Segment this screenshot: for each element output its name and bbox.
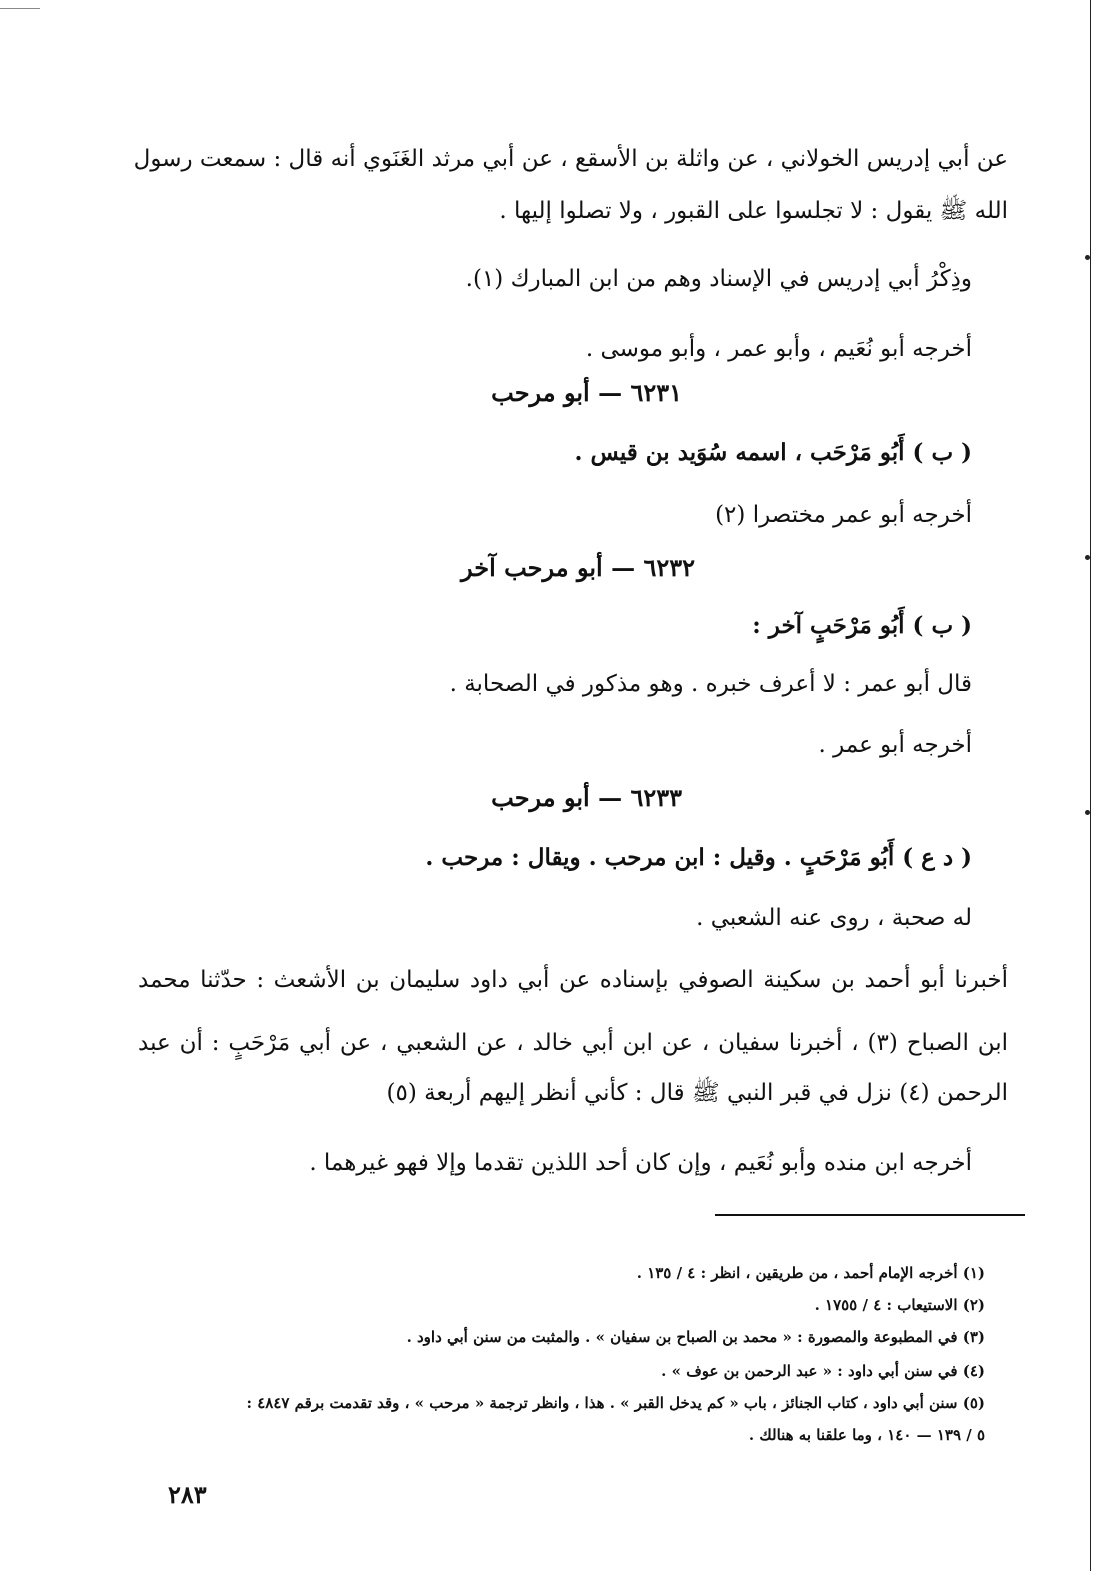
footnote: (٤) في سنن أبي داود : « عبد الرحمن بن عوف » .: [661, 1362, 985, 1380]
paragraph-line: الرحمن (٤) نزل في قبر النبي ﷺ قال : كأني أنظر إليهم أربعة (٥): [386, 1080, 1008, 1106]
entry-heading: ٦٢٣٢ — أبو مرحب آخر: [461, 553, 695, 582]
scan-artifact-top: [0, 8, 40, 9]
scan-artifact-dot: [1085, 255, 1090, 260]
footnote: (٢) الاستيعاب : ٤ / ١٧٥٥ .: [814, 1296, 985, 1314]
footnote: (٣) في المطبوعة والمصورة : « محمد بن الصباح بن سفيان » . والمثبت من سنن أبي داود .: [406, 1328, 985, 1346]
paragraph-line: ابن الصباح (٣) ، أخبرنا سفيان ، عن ابن أبي خالد ، عن الشعبي ، عن أبي مَرْحَبٍ : أن عبد: [138, 1030, 1008, 1056]
footnote: (١) أخرجه الإمام أحمد ، من طريقين ، انظر : ٤ / ١٣٥ .: [636, 1264, 985, 1282]
scan-artifact-right-edge: [1090, 0, 1091, 1571]
paragraph-line: الله ﷺ يقول : لا تجلسوا على القبور ، ولا تصلوا إليها .: [499, 198, 1008, 224]
scan-artifact-dot: [1085, 810, 1090, 815]
paragraph: أخرجه أبو عمر .: [818, 732, 972, 758]
page-number: ٢٨٣: [168, 1480, 207, 1509]
paragraph: ( ب ) أَبُو مَرْحَب ، اسمه سُوَيد بن قيس .: [574, 439, 972, 466]
footnote: ٥ / ١٣٩ — ١٤٠ ، وما علقنا به هنالك .: [748, 1426, 985, 1444]
footnote-separator: [715, 1214, 1025, 1216]
paragraph-line: أخبرنا أبو أحمد بن سكينة الصوفي بإسناده عن أبي داود سليمان بن الأشعث : حدّثنا محمد: [138, 967, 1008, 993]
paragraph: وذِكْرُ أبي إدريس في الإسناد وهم من ابن المبارك (١).: [465, 266, 972, 292]
paragraph: ( ب ) أَبُو مَرْحَبٍ آخر :: [752, 612, 972, 639]
paragraph: أخرجه أبو عمر مختصرا (٢): [715, 502, 972, 528]
paragraph-line: عن أبي إدريس الخولاني ، عن واثلة بن الأسقع ، عن أبي مرثد الغَنَوي أنه قال : سمعت رسول: [133, 146, 1008, 172]
scan-artifact-dot: [1085, 555, 1090, 560]
paragraph: أخرجه أبو نُعَيم ، وأبو عمر ، وأبو موسى .: [585, 336, 972, 362]
entry-heading: ٦٢٣١ — أبو مرحب: [491, 378, 682, 407]
entry-heading: ٦٢٣٣ — أبو مرحب: [491, 783, 682, 812]
footnote: (٥) سنن أبي داود ، كتاب الجنائز ، باب « كم يدخل القبر » . هذا ، وانظر ترجمة « مرحب » ، وقد تقدمت برقم ٤٨٤٧ :: [246, 1394, 985, 1412]
paragraph: قال أبو عمر : لا أعرف خبره . وهو مذكور في الصحابة .: [449, 671, 972, 697]
paragraph: أخرجه ابن منده وأبو نُعَيم ، وإن كان أحد اللذين تقدما وإلا فهو غيرهما .: [309, 1150, 972, 1176]
paragraph: له صحبة ، روى عنه الشعبي .: [696, 905, 972, 931]
paragraph: ( د ع ) أَبُو مَرْحَبٍ . وقيل : ابن مرحب . ويقال : مرحب .: [425, 844, 972, 871]
